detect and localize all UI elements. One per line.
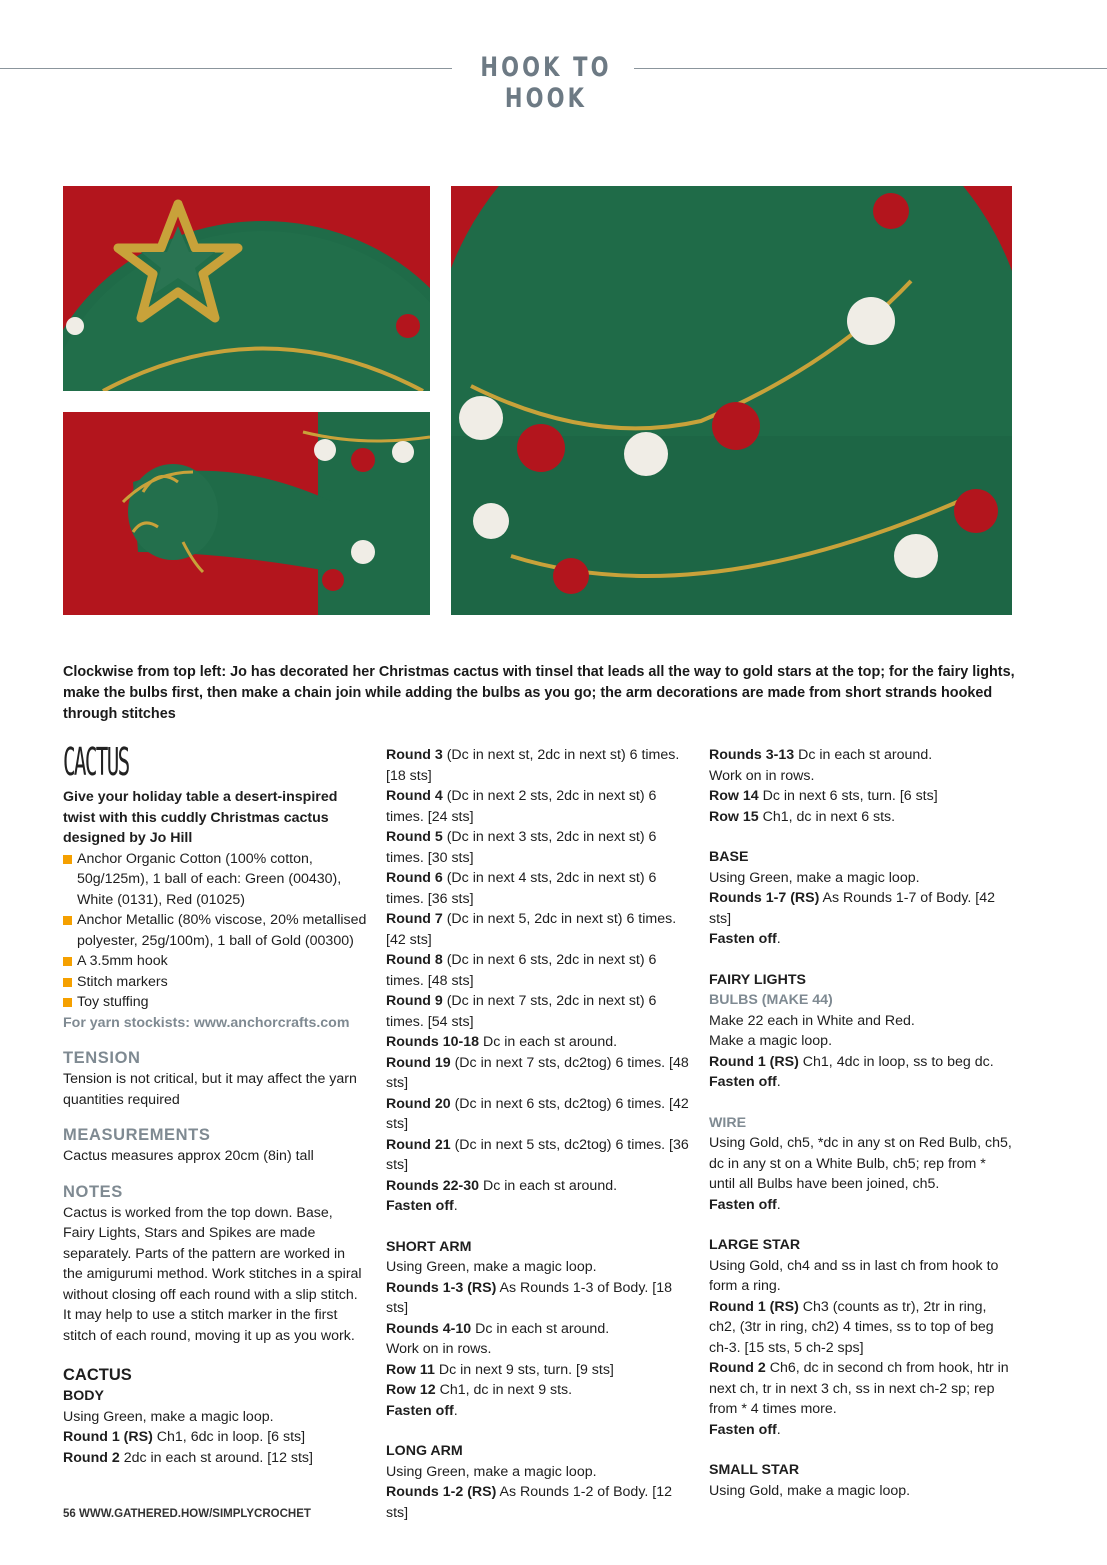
measurements-heading: MEASUREMENTS	[63, 1126, 211, 1144]
material-item: Stitch markers	[63, 972, 368, 993]
base-heading: BASE	[709, 849, 749, 865]
header-rule-right	[634, 68, 1107, 69]
pattern-row	[63, 1427, 368, 1448]
row-text: Dc in each st around.	[479, 1177, 618, 1194]
row-text: (Dc in next 6 sts, 2dc in next st) 6 times. [48 sts]	[386, 952, 657, 989]
row-label: Round 6	[386, 870, 443, 886]
material-item: Toy stuffing	[63, 992, 368, 1013]
pattern-row	[386, 1176, 691, 1197]
row-label: Round 9	[386, 993, 443, 1009]
row-label: Row 15	[709, 808, 759, 825]
fasten-off-label: Fasten off	[386, 1198, 454, 1214]
row-text: (Dc in next 6 sts, dc2tog) 6 times. [42 sts]	[386, 1095, 689, 1132]
pattern-row	[709, 1297, 1014, 1359]
row-text: Ch3 (counts as tr), 2tr in ring, ch2, (3tr in ring, ch2) 4 times, ss to top of beg ch-3. [15 sts, 5 ch-2 sps]	[709, 1298, 994, 1356]
base-intro: Using Green, make a magic loop.	[709, 869, 920, 886]
row-label: Round 3	[386, 747, 443, 763]
photo-lights-image	[451, 186, 1012, 615]
wire-heading: WIRE	[709, 1114, 747, 1131]
row-label: Rounds 1-3 (RS)	[386, 1279, 497, 1296]
row-label: Round 8	[386, 952, 443, 968]
pattern-row	[386, 909, 691, 950]
wire-text: Using Gold, ch5, *dc in any st on Red Bulb, ch5, dc in any st on a White Bulb, ch5; rep from * until all Bulbs have been joined, ch5.	[709, 1135, 1012, 1192]
measurements-text: Cactus measures approx 20cm (8in) tall	[63, 1148, 314, 1164]
pattern-row	[386, 868, 691, 909]
fasten-off: Fasten off.	[709, 931, 781, 947]
pattern-row	[386, 827, 691, 868]
row-text: Dc in each st around.	[794, 747, 933, 763]
fasten-off-label: Fasten off	[709, 1421, 777, 1438]
short-arm-intro: Using Green, make a magic loop.	[386, 1259, 597, 1275]
fasten-off: Fasten off.	[386, 1402, 458, 1419]
cactus-heading: CACTUS	[63, 1366, 132, 1384]
row-text: Ch1, 6dc in loop. [6 sts]	[152, 1429, 306, 1445]
row-label: Row 14	[709, 788, 759, 804]
row-text: (Dc in next st, 2dc in next st) 6 times. [18 sts]	[386, 747, 680, 784]
pattern-row	[386, 1360, 691, 1381]
work-in-rows: Work on in rows.	[709, 767, 815, 784]
material-item: Anchor Organic Cotton (100% cotton, 50g/125m), 1 ball of each: Green (00430), White (0131), Red (01025)	[63, 849, 368, 911]
tension-heading: TENSION	[63, 1049, 141, 1067]
fairy-lights-heading: FAIRY LIGHTS	[709, 971, 806, 988]
pattern-row	[709, 745, 1014, 766]
row-label: Rounds 1-2 (RS)	[386, 1484, 497, 1500]
pattern-row	[386, 1482, 691, 1523]
row-label: Round 1 (RS)	[63, 1429, 153, 1445]
pattern-row	[386, 991, 691, 1032]
material-item: Anchor Metallic (80% viscose, 20% metallised polyester, 25g/100m), 1 ball of Gold (00300)	[63, 910, 368, 951]
pattern-row	[709, 1052, 1014, 1073]
row-label: Round 19	[386, 1054, 451, 1071]
pattern-row	[386, 1278, 691, 1319]
long-arm-intro: Using Green, make a magic loop.	[386, 1463, 597, 1480]
row-label: Rounds 22-30	[386, 1177, 480, 1194]
small-star-heading: SMALL STAR	[709, 1462, 800, 1478]
row-label: Round 21	[386, 1136, 451, 1153]
row-text: (Dc in next 5, 2dc in next st) 6 times. [42 sts]	[386, 911, 677, 948]
fasten-off-label: Fasten off	[709, 931, 777, 947]
fasten-off: Fasten off.	[386, 1198, 458, 1214]
row-label: Round 4	[386, 788, 443, 804]
page-number: 56	[63, 1508, 76, 1520]
row-text: 2dc in each st around. [12 sts]	[119, 1449, 313, 1466]
row-label: Round 2	[63, 1449, 120, 1466]
long-arm-heading: LONG ARM	[386, 1443, 463, 1459]
row-text: Ch1, 4dc in loop, ss to beg dc.	[798, 1053, 994, 1070]
fasten-off: Fasten off.	[709, 1196, 781, 1213]
row-text: Ch1, dc in next 9 sts.	[435, 1382, 573, 1398]
large-star-intro: Using Gold, ch4 and ss in last ch from hook to form a ring.	[709, 1257, 999, 1294]
row-text: (Dc in next 5 sts, dc2tog) 6 times. [36 sts]	[386, 1136, 689, 1173]
small-star-intro: Using Gold, make a magic loop.	[709, 1482, 911, 1499]
pattern-row	[386, 1094, 691, 1135]
row-label: Rounds 10-18	[386, 1034, 480, 1050]
column-2	[386, 745, 691, 1523]
row-label: Row 11	[386, 1361, 435, 1378]
row-text: (Dc in next 2 sts, 2dc in next st) 6 times. [24 sts]	[386, 788, 657, 825]
row-label: Rounds 3-13	[709, 747, 795, 763]
row-text: As Rounds 1-7 of Body. [42 sts]	[709, 890, 995, 927]
column-3	[709, 745, 1014, 1501]
header-rule-left	[0, 68, 452, 69]
pattern-row	[709, 888, 1014, 929]
stockists-link[interactable]: For yarn stockists: www.anchorcrafts.com	[63, 1014, 350, 1031]
row-label: Round 2	[709, 1360, 766, 1376]
material-item: A 3.5mm hook	[63, 951, 368, 972]
row-text: Ch6, dc in second ch from hook, htr in next ch, tr in next 3 ch, ss in next ch-2 sp; rep from * 4 times more.	[709, 1360, 1009, 1417]
row-text: Ch1, dc in next 6 sts.	[758, 808, 896, 825]
row-label: Round 7	[386, 911, 443, 927]
fasten-off: Fasten off.	[709, 1074, 781, 1090]
fasten-off-label: Fasten off	[709, 1074, 777, 1090]
photo-right	[451, 186, 1012, 615]
fasten-off: Fasten off.	[709, 1421, 781, 1438]
row-label: Round 5	[386, 829, 443, 845]
photo-top-left	[63, 186, 430, 391]
row-text: Dc in next 6 sts, turn. [6 sts]	[758, 788, 938, 804]
row-text: (Dc in next 3 sts, 2dc in next st) 6 times. [30 sts]	[386, 829, 657, 866]
photo-star-image	[63, 186, 430, 391]
pattern-row	[386, 1319, 691, 1340]
row-label: Round 1 (RS)	[709, 1053, 799, 1070]
pattern-row	[386, 1053, 691, 1094]
article-title: CACTUS	[63, 740, 129, 784]
row-text: Dc in next 9 sts, turn. [9 sts]	[434, 1361, 614, 1378]
intro-text: Give your holiday table a desert-inspired twist with this cuddly Christmas cactus designed by Jo Hill	[63, 789, 338, 846]
row-text: As Rounds 1-3 of Body. [18 sts]	[386, 1279, 672, 1316]
tension-text: Tension is not critical, but it may affect the yarn quantities required	[63, 1071, 357, 1108]
row-label: Rounds 1-7 (RS)	[709, 890, 820, 906]
large-star-heading: LARGE STAR	[709, 1237, 801, 1253]
work-in-rows: Work on in rows.	[386, 1341, 492, 1357]
photo-caption: Clockwise from top left: Jo has decorated her Christmas cactus with tinsel that leads all the way to gold stars at the top; for the fairy lights, make the bulbs first, then make a chain join while adding the bulbs as you go; the arm decorations are made from short strands hooked through stitches	[63, 664, 1015, 722]
row-label: Round 1 (RS)	[709, 1298, 799, 1315]
photo-arm-image	[63, 412, 430, 615]
row-text: (Dc in next 7 sts, 2dc in next st) 6 times. [54 sts]	[386, 993, 657, 1030]
fasten-off-label: Fasten off	[386, 1402, 454, 1419]
row-text: Dc in each st around.	[479, 1034, 618, 1050]
fasten-off-label: Fasten off	[709, 1196, 777, 1213]
bulbs-heading: BULBS (MAKE 44)	[709, 992, 833, 1008]
masthead: HOOK TO HOOK	[480, 52, 612, 114]
pattern-row	[386, 786, 691, 827]
bulbs-text: Make a magic loop.	[709, 1033, 833, 1049]
row-text: As Rounds 1-2 of Body. [12 sts]	[386, 1484, 672, 1521]
row-text: Dc in each st around.	[471, 1320, 610, 1337]
pattern-row	[709, 807, 1014, 828]
pattern-row	[386, 1032, 691, 1053]
row-label: Round 20	[386, 1095, 451, 1112]
pattern-row	[709, 1358, 1014, 1420]
short-arm-heading: SHORT ARM	[386, 1238, 472, 1255]
notes-text: Cactus is worked from the top down. Base, Fairy Lights, Stars and Spikes are made separately. Parts of the pattern are worked in the amigurumi method. Work stitches in a spiral without closing off each round with a slip stitch. It may help to use a stitch marker in the first stitch of each round, moving it up as you work.	[63, 1204, 362, 1344]
pattern-row	[386, 1380, 691, 1401]
pattern-row	[386, 1135, 691, 1176]
photo-bottom-left	[63, 412, 430, 615]
row-label: Row 12	[386, 1382, 436, 1398]
column-1	[63, 740, 368, 1468]
row-label: Rounds 4-10	[386, 1320, 472, 1337]
footer-url[interactable]: WWW.GATHERED.HOW/SIMPLYCROCHET	[79, 1508, 311, 1520]
bulbs-text: Make 22 each in White and Red.	[709, 1012, 915, 1029]
pattern-row	[386, 950, 691, 991]
footer	[63, 1508, 311, 1520]
pattern-row	[709, 786, 1014, 807]
pattern-row	[386, 745, 691, 786]
pattern-row	[63, 1448, 368, 1469]
row-text: (Dc in next 7 sts, dc2tog) 6 times. [48 sts]	[386, 1054, 689, 1091]
body-heading: BODY	[63, 1388, 104, 1404]
row-text: (Dc in next 4 sts, 2dc in next st) 6 times. [36 sts]	[386, 870, 657, 907]
notes-heading: NOTES	[63, 1182, 123, 1201]
body-intro: Using Green, make a magic loop.	[63, 1408, 274, 1425]
